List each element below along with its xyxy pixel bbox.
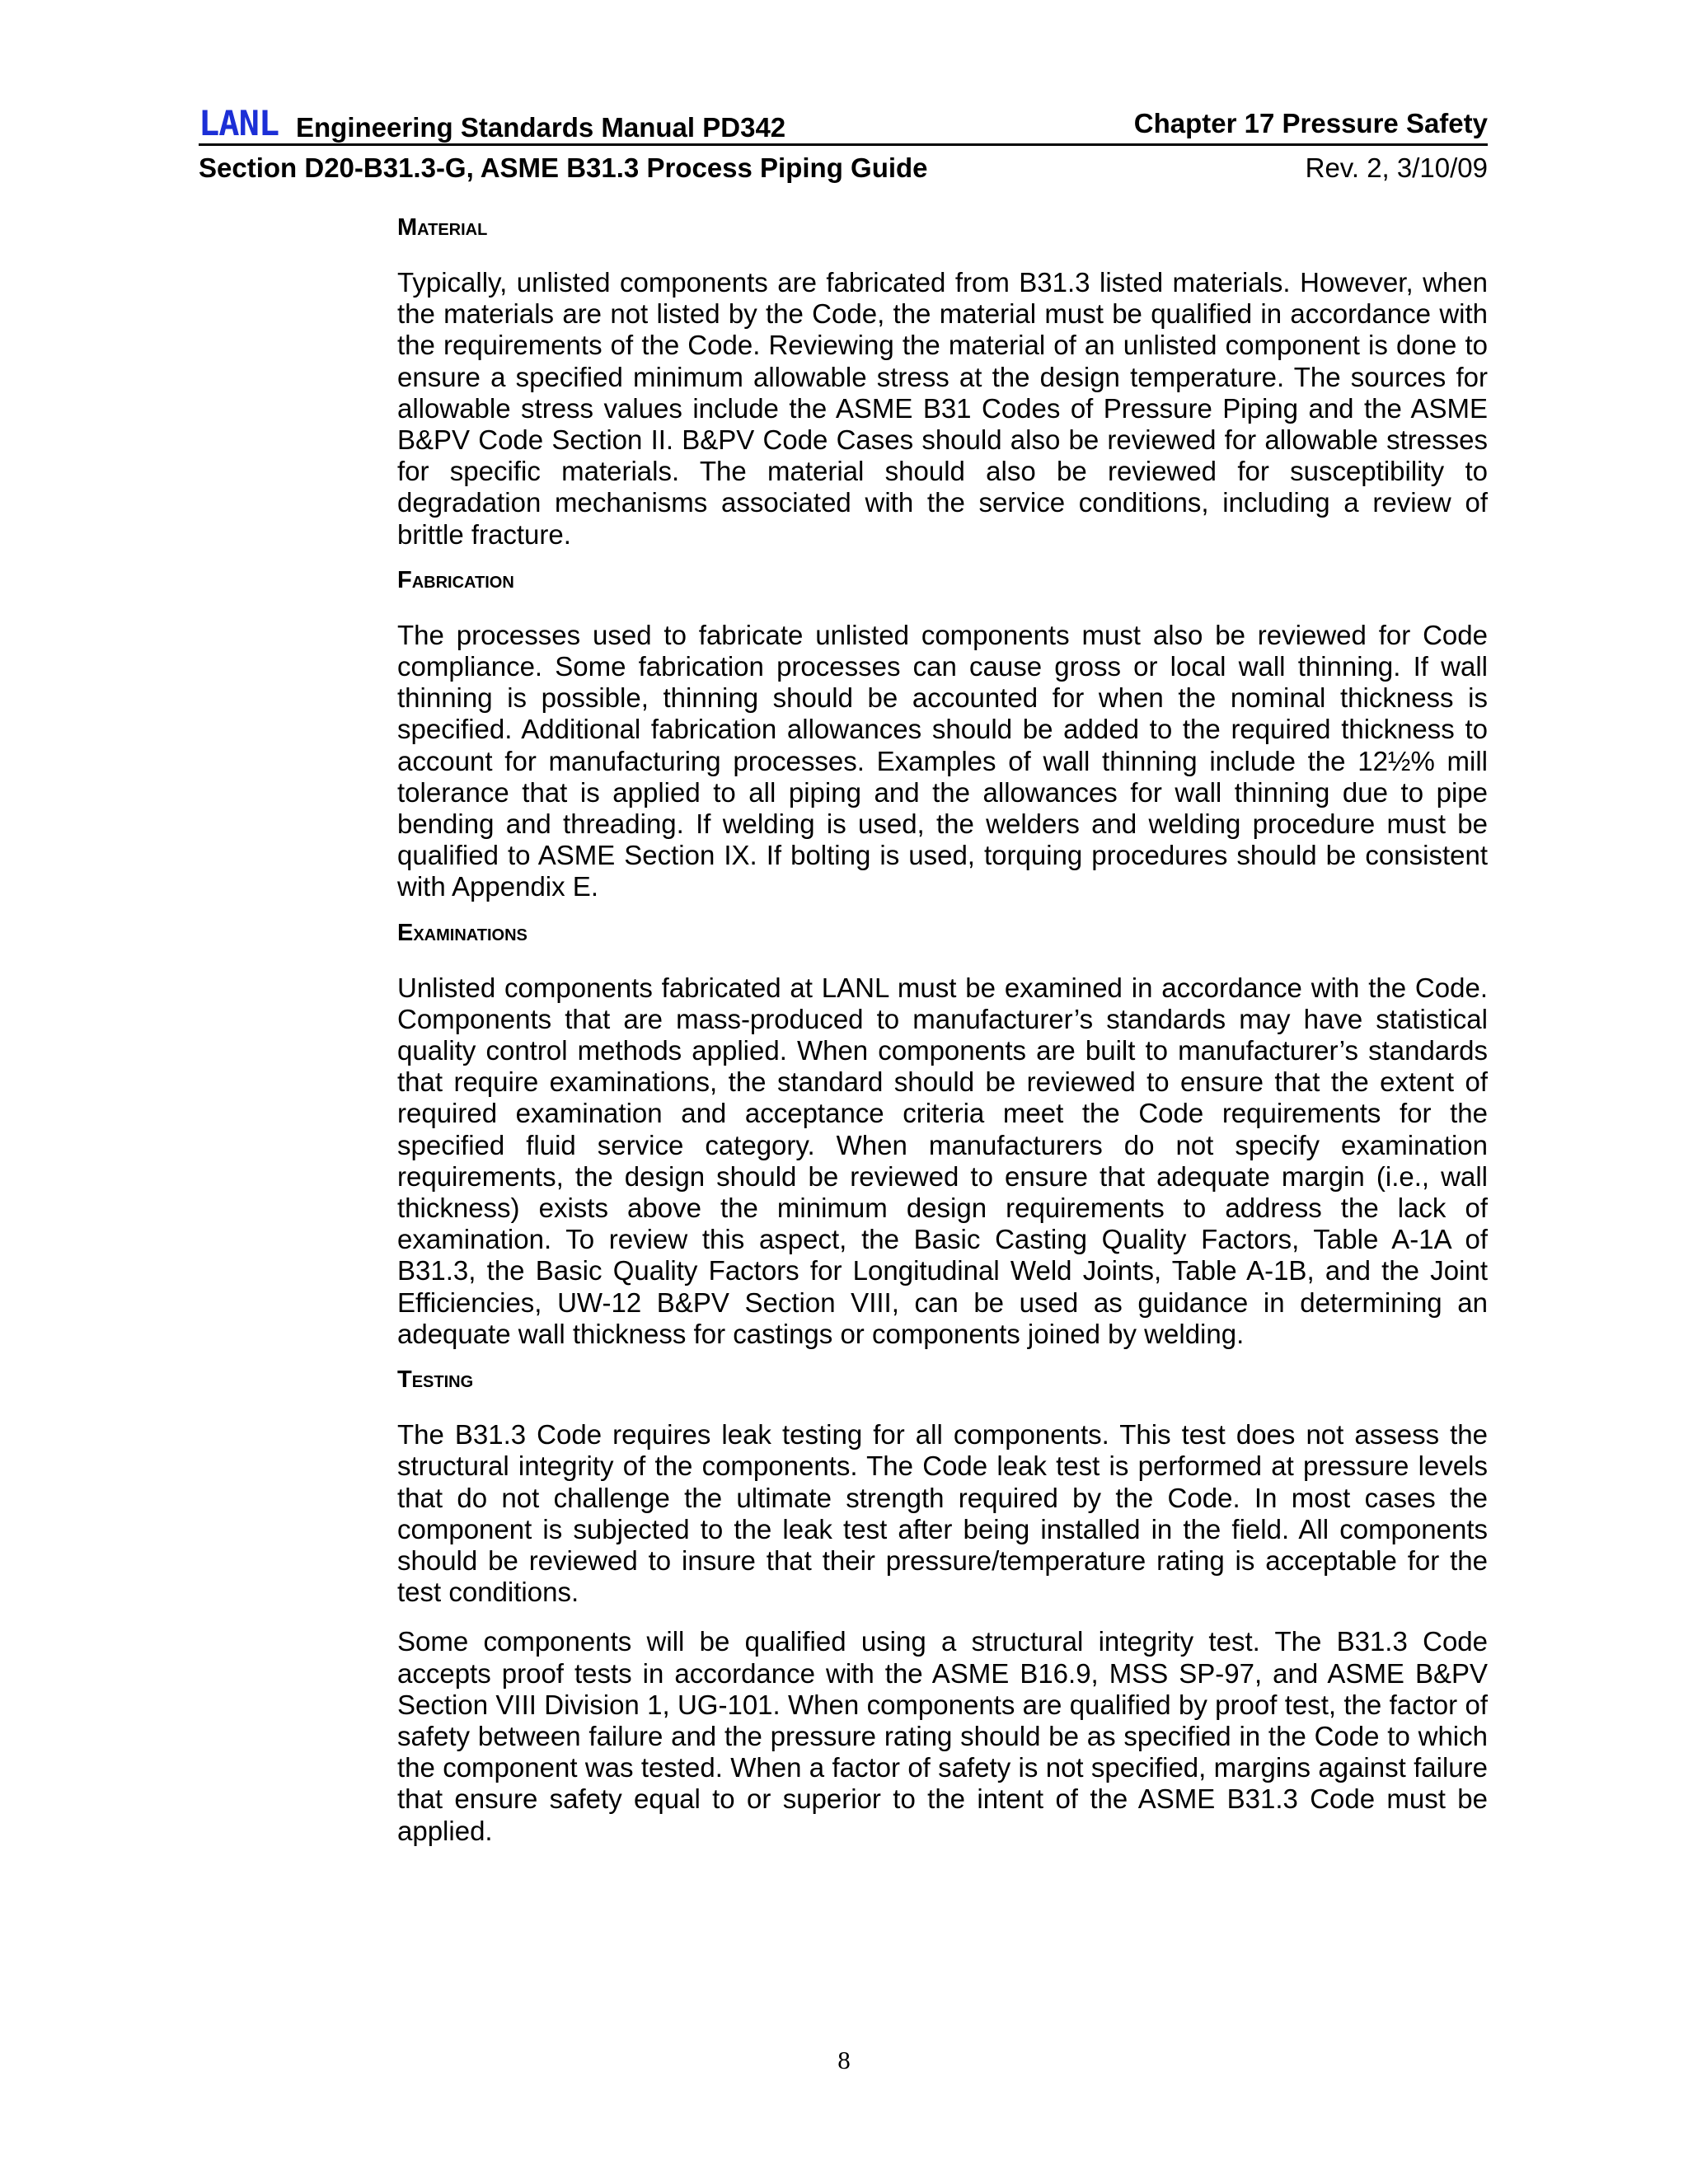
paragraph-examinations: Unlisted components fabricated at LANL must be examined in accordance with the Code. Components that are mass-produced to manufacturer’s standards may have statistical quality control methods applied. When components are built to manufacturer’s standards that require examinations, the standard should be reviewed to ensure that the extent of required examination and acceptance criteria meet the Code requirements for the specified fluid service category. When manufacturers do not specify examination requirements, the design should be reviewed to ensure that adequate margin (i.e., wall thickness) exists above the minimum design requirements to address the lack of examination. To review this aspect, the Basic Casting Quality Factors, Table A-1A of B31.3, the Basic Quality Factors for Longitudinal Weld Joints, Table A-1B, and the Joint Efficiencies, UW-12 B&PV Section VIII, can be used as guidance in determining an adequate wall thickness for castings or components joined by welding. (397, 972, 1488, 1349)
manual-title: Engineering Standards Manual PD342 (296, 112, 786, 143)
header-bottom-row (199, 146, 1488, 185)
heading-testing: Testing (397, 1366, 474, 1394)
chapter-title: Chapter 17 Pressure Safety (1133, 108, 1488, 138)
paragraph-fabrication: The processes used to fabricate unlisted components must also be reviewed for Code compliance. Some fabrication processes can cause gross or local wall thinning. If wall thinning is possible, thinning should be accounted for when the nominal thickness is specified. Additional fabrication allowances should be added to the required thickness to account for manufacturing processes. Examples of wall thinning include the 12½% mill tolerance that is applied to all piping and the allowances for wall thinning due to pipe bending and threading. If welding is used, the welders and welding procedure must be qualified to ASME Section IX. If bolting is used, torquing procedures should be consistent with Appendix E. (397, 619, 1488, 902)
heading-examinations: Examinations (397, 919, 528, 946)
paragraph-testing-leak: The B31.3 Code requires leak testing for all components. This test does not assess the structural integrity of the components. The Code leak test is performed at pressure levels that do not challenge the ultimate strength required by the Code. In most cases the component is subjected to the leak test after being installed in the field. All components should be reviewed to insure that their pressure/temperature rating is acceptable for the test conditions. (397, 1419, 1488, 1608)
lanl-logo: LANL (199, 103, 279, 143)
revision-date: Rev. 2, 3/10/09 (1305, 152, 1488, 183)
heading-material: Material (397, 214, 488, 241)
section-title: Section D20-B31.3-G, ASME B31.3 Process Piping Guide (199, 152, 928, 183)
paragraph-material: Typically, unlisted components are fabricated from B31.3 listed materials. However, when the materials are not listed by the Code, the material must be qualified in accordance with the requirements of the Code. Reviewing the material of an unlisted component is done to ensure a specified minimum allowable stress at the design temperature. The sources for allowable stress values include the ASME B31 Codes of Pressure Piping and the ASME B&PV Code Section II. B&PV Code Cases should also be reviewed for allowable stresses for specific materials. The material should also be reviewed for susceptibility to degradation mechanisms associated with the service conditions, including a review of brittle fracture. (397, 267, 1488, 550)
header-top-row (199, 102, 1488, 146)
page-number: 8 (837, 2046, 851, 2074)
heading-fabrication: Fabrication (397, 566, 514, 593)
document-body (397, 216, 1488, 1865)
page-header (199, 102, 1488, 185)
paragraph-testing-proof: Some components will be qualified using a structural integrity test. The B31.3 Code accepts proof tests in accordance with the ASME B16.9, MSS SP-97, and ASME B&PV Section VIII Division 1, UG-101. When components are qualified by proof test, the factor of safety between failure and the pressure rating should be as specified in the Code to which the component was tested. When a factor of safety is not specified, margins against failure that ensure safety equal to or superior to the intent of the ASME B31.3 Code must be applied. (397, 1626, 1488, 1846)
